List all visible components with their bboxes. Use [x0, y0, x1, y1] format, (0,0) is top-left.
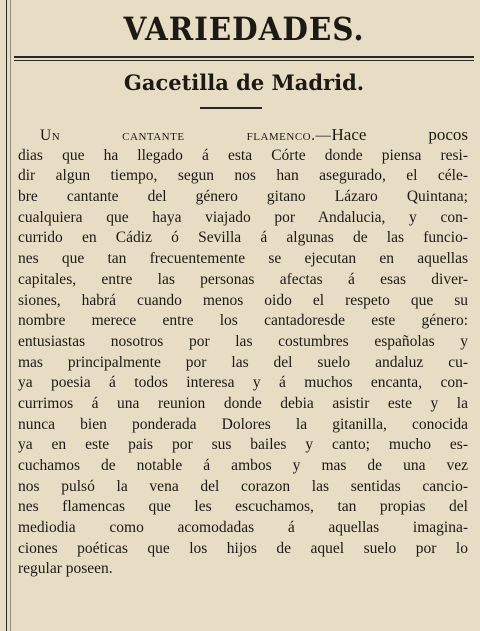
article-line: cuchamos de notable á ambos y mas de una vez — [18, 457, 468, 474]
section-title: VARIEDADES. — [123, 10, 365, 48]
section-rule-thick — [14, 56, 474, 58]
title-separator-rule — [200, 107, 262, 109]
article-line: nes que tan frecuentemente se ejecutan en aquellas — [18, 250, 468, 268]
article-line: entusiastas nosotros por las costumbres españolas y — [18, 332, 468, 350]
article-first-line — [18, 125, 468, 146]
article-line: ya poesia á todos interesa y á muchos encanta, con- — [18, 374, 468, 392]
subsection-title: Gacetilla de Madrid. — [123, 70, 365, 95]
article-lead-rest: Hace pocos — [331, 125, 468, 144]
column-rule-inner — [10, 0, 11, 631]
article-line: cualquiera que haya viajado por Andalucia, y con- — [18, 208, 468, 226]
article-line: regular poseen. — [18, 560, 113, 578]
article-line: mediodia como acomodadas á aquellas imagina- — [18, 519, 468, 537]
article-line: ya en este pais por sus bailes y canto; mucho es- — [18, 436, 468, 454]
article-lines — [18, 146, 468, 580]
article-line: capitales, entre las personas afectas á esas diver- — [18, 270, 468, 288]
article-line: dir algun tiempo, segun nos han asegurado, el céle- — [18, 167, 468, 185]
article-line: currimos á una reunion donde debia asistir este y la — [18, 394, 468, 412]
article-body — [18, 125, 468, 580]
article-line: siones, habrá cuando menos oido el respeto que su — [18, 291, 468, 309]
article-lead-caps: Un cantante flamenco.— — [40, 127, 332, 144]
article-line: nes flamencas que les escuchamos, tan propias del — [18, 498, 468, 516]
article-line: ciones poéticas que los hijos de aquel suelo por lo — [18, 539, 468, 557]
article-line: dias que ha llegado á esta Córte donde piensa resi- — [18, 146, 468, 164]
column-rule — [6, 0, 7, 631]
section-rule-thin — [14, 60, 474, 61]
article-line: nunca bien ponderada Dolores la gitanilla, conocida — [18, 415, 468, 433]
article-line: bre cantante del género gitano Lázaro Quintana; — [18, 188, 468, 206]
article-line: mas principalmente por las del suelo andaluz cu- — [18, 353, 468, 371]
article-line: currido en Cádiz ó Sevilla á algunas de las funcio- — [18, 229, 468, 247]
article-line: nos pulsó la vena del corazon las sentidas cancio- — [18, 477, 468, 495]
article-line: nombre merece entre los cantadoresde este género: — [18, 312, 468, 330]
